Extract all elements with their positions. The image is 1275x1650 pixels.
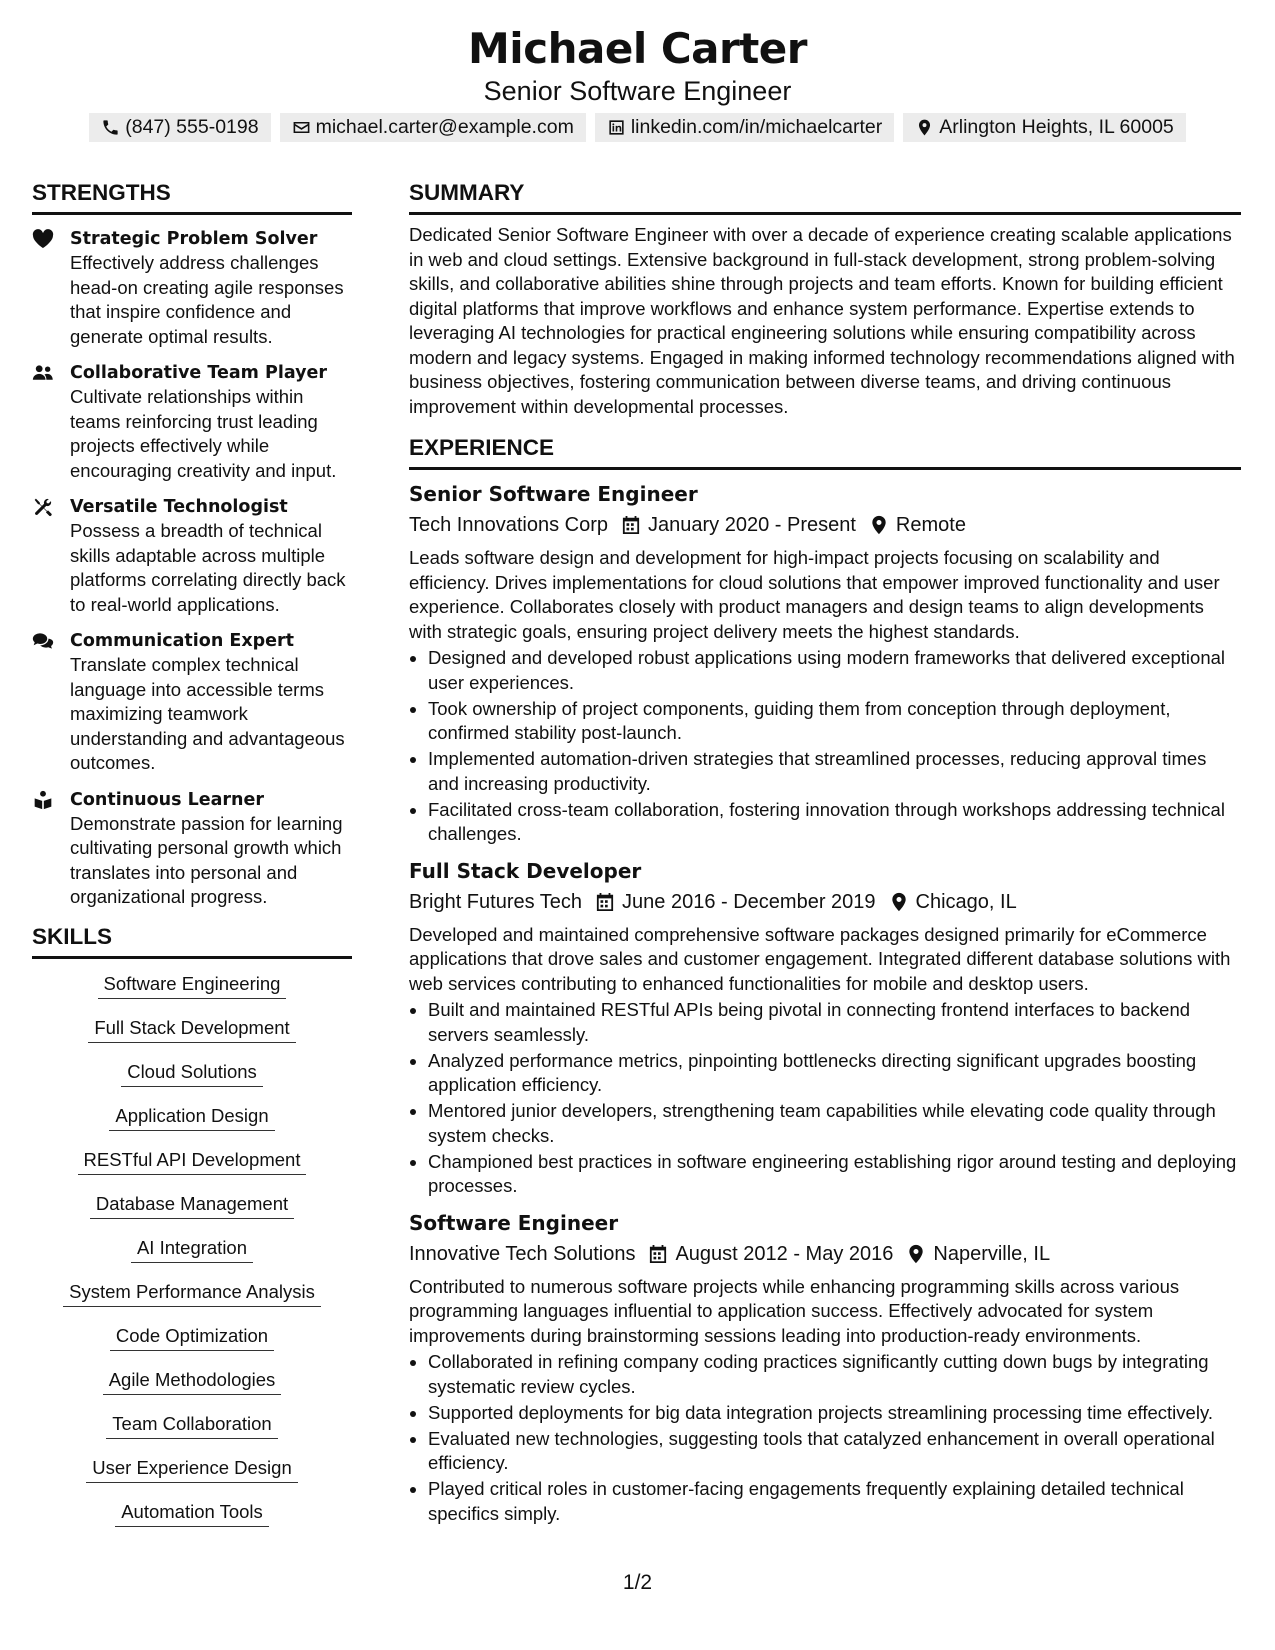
job-role: Full Stack Developer <box>409 858 642 883</box>
job-bullets <box>409 646 1241 847</box>
job-meta <box>409 510 1241 540</box>
skill-tag: Database Management <box>90 1191 294 1219</box>
tools-icon <box>32 497 54 517</box>
strength-text: Effectively address challenges head-on creating agile responses that inspire confidence and generate optimal results. <box>70 252 344 347</box>
job-entry <box>409 480 1241 847</box>
strength-title: Strategic Problem Solver <box>70 229 318 249</box>
contact-bar <box>0 113 1275 142</box>
skill-tag: Application Design <box>109 1103 274 1131</box>
phone-icon <box>101 118 120 137</box>
page-number: 1/2 <box>622 1571 653 1594</box>
skill-tag: User Experience Design <box>86 1455 297 1483</box>
job-entry <box>409 857 1241 1199</box>
skill-tag: Cloud Solutions <box>121 1059 263 1087</box>
strength-item <box>32 227 352 349</box>
contact-phone[interactable] <box>89 113 270 142</box>
job-bullets <box>409 998 1241 1199</box>
linkedin-icon <box>607 118 626 137</box>
job-role: Senior Software Engineer <box>409 482 698 506</box>
skill-tag: RESTful API Development <box>78 1147 307 1175</box>
job-meta <box>409 1239 1241 1269</box>
strengths-list <box>32 227 352 910</box>
summary-text: Dedicated Senior Software Engineer with over a decade of experience creating scalable applications in web and cloud settings. Extensive background in full-stack development, strong problem-solving skills, and collaborative abilities shine through projects and team efforts. Known for building efficient digital platforms that improve workflows and enhance system performance. Expertise extends to leveraging AI technologies for practical engineering solutions while ensuring compatibility across modern and legacy systems. Engaged in making informed technology recommendations aligned with business objectives, fostering communication between diverse teams, and driving continuous improvement within developmental processes. <box>409 224 1235 417</box>
skill-tag: Automation Tools <box>115 1499 269 1527</box>
strength-item <box>32 788 352 910</box>
skills-heading: SKILLS <box>32 922 352 959</box>
strength-item <box>32 495 352 617</box>
job-company: Innovative Tech Solutions <box>409 1242 636 1265</box>
job-dates: August 2012 - May 2016 <box>675 1242 894 1265</box>
users-icon <box>32 363 54 383</box>
job-bullet: • Collaborated in refining company coding practices significantly cutting down bugs by integrating systematic review cycles. <box>428 1350 1241 1399</box>
job-meta <box>409 887 1241 917</box>
strength-title: Communication Expert <box>70 631 295 651</box>
candidate-title: Senior Software Engineer <box>483 76 792 106</box>
skills-list <box>32 971 352 1543</box>
skill-tag: Full Stack Development <box>88 1015 295 1043</box>
job-bullet: • Built and maintained RESTful APIs being pivotal in connecting frontend interfaces to backend servers seamlessly. <box>428 998 1241 1047</box>
calendar-icon <box>596 892 614 912</box>
right-column <box>409 178 1241 1528</box>
strengths-heading: STRENGTHS <box>32 178 352 215</box>
contact-location[interactable] <box>903 113 1186 142</box>
map-pin-icon <box>870 515 888 535</box>
job-dates: January 2020 - Present <box>648 514 856 536</box>
job-description: Contributed to numerous software projects while enhancing programming skills across various programming languages influential to application success. Effectively advocated for system improvements during brainstorming sessions leading into production-ready environments. <box>409 1275 1180 1346</box>
job-bullet: • Evaluated new technologies, suggesting tools that catalyzed enhancement in overall operational efficiency. <box>428 1427 1241 1476</box>
job-bullet: • Took ownership of project components, guiding them from conception through deployment, confirmed stability post-launch. <box>428 697 1241 746</box>
contact-linkedin[interactable] <box>595 113 894 142</box>
job-description: Leads software design and development for high-impact projects focusing on scalability and efficiency. Drives implementations for cloud solutions that empower improved functionality and user experience. Collaborates closely with product managers and design teams to align developments with strategic goals, ensuring project delivery meets the highest standards. <box>409 547 1220 642</box>
job-description: Developed and maintained comprehensive software packages designed primarily for eCommerce applications that drove sales and customer engagement. Integrated different database solutions with web services contributing to enhanced functionalities for mobile and desktop users. <box>409 923 1231 994</box>
envelope-icon <box>292 118 311 137</box>
skill-tag: AI Integration <box>131 1235 253 1263</box>
job-bullet: • Mentored junior developers, strengthening team capabilities while elevating code quality through system checks. <box>428 1099 1241 1148</box>
book-reader-icon <box>32 790 54 810</box>
skill-tag: Code Optimization <box>110 1323 274 1351</box>
skill-tag: Team Collaboration <box>106 1411 277 1439</box>
strength-title: Versatile Technologist <box>70 497 288 517</box>
job-bullet: • Played critical roles in customer-facing engagements frequently explaining detailed technical specifics simply. <box>428 1477 1241 1526</box>
candidate-name: Michael Carter <box>468 24 807 73</box>
strength-text: Possess a breadth of technical skills adaptable across multiple platforms correlating directly back to real-world applications. <box>70 520 346 615</box>
job-bullet: • Designed and developed robust applications using modern frameworks that delivered exceptional user experiences. <box>428 646 1241 695</box>
skill-tag: Agile Methodologies <box>103 1367 282 1395</box>
strength-item <box>32 361 352 483</box>
contact-location-text: Arlington Heights, IL 60005 <box>939 116 1174 138</box>
summary-heading: SUMMARY <box>409 178 1241 215</box>
chat-bubbles-icon <box>32 631 54 651</box>
strength-text: Cultivate relationships within teams reinforcing trust leading projects effectively while encouraging creativity and input. <box>70 386 337 481</box>
job-location: Chicago, IL <box>915 890 1017 913</box>
map-pin-icon <box>915 118 934 137</box>
job-bullet: • Implemented automation-driven strategies that streamlined processes, reducing approval times and increasing productivity. <box>428 747 1241 796</box>
job-bullet: • Analyzed performance metrics, pinpointing bottlenecks directing significant upgrades boosting application efficiency. <box>428 1049 1241 1098</box>
skill-tag: System Performance Analysis <box>63 1279 321 1307</box>
heart-icon <box>32 229 54 249</box>
contact-email-text: michael.carter@example.com <box>315 116 574 138</box>
map-pin-icon <box>890 892 908 912</box>
skill-tag: Software Engineering <box>98 971 287 999</box>
job-bullet: • Supported deployments for big data integration projects streamlining processing time effectively. <box>428 1401 1241 1426</box>
job-bullet: • Championed best practices in software engineering establishing rigor around testing and deploying processes. <box>428 1150 1241 1199</box>
experience-heading: EXPERIENCE <box>409 433 1241 470</box>
strength-item <box>32 629 352 776</box>
strength-text: Translate complex technical language into accessible terms maximizing teamwork understanding and advantageous outcomes. <box>70 654 345 773</box>
strength-title: Continuous Learner <box>70 789 265 810</box>
map-pin-icon <box>907 1244 925 1264</box>
contact-phone-text: (847) 555-0198 <box>125 116 259 138</box>
job-location: Remote <box>895 514 966 536</box>
left-column <box>32 178 352 1543</box>
contact-email[interactable] <box>280 113 586 142</box>
job-role: Software Engineer <box>409 1210 619 1235</box>
job-entry <box>409 1209 1241 1527</box>
job-bullets <box>409 1350 1241 1526</box>
calendar-icon <box>649 1244 667 1264</box>
strength-title: Collaborative Team Player <box>70 363 328 383</box>
job-company: Bright Futures Tech <box>409 890 583 913</box>
strength-text: Demonstrate passion for learning cultivating personal growth which translates into personal and organizational progress. <box>70 812 343 907</box>
contact-linkedin-text: linkedin.com/in/michaelcarter <box>630 116 883 138</box>
calendar-icon <box>622 515 640 535</box>
job-dates: June 2016 - December 2019 <box>622 890 876 913</box>
job-bullet: • Facilitated cross-team collaboration, fostering innovation through workshops addressing technical challenges. <box>428 798 1241 847</box>
job-location: Naperville, IL <box>933 1242 1051 1265</box>
job-company: Tech Innovations Corp <box>409 514 609 536</box>
